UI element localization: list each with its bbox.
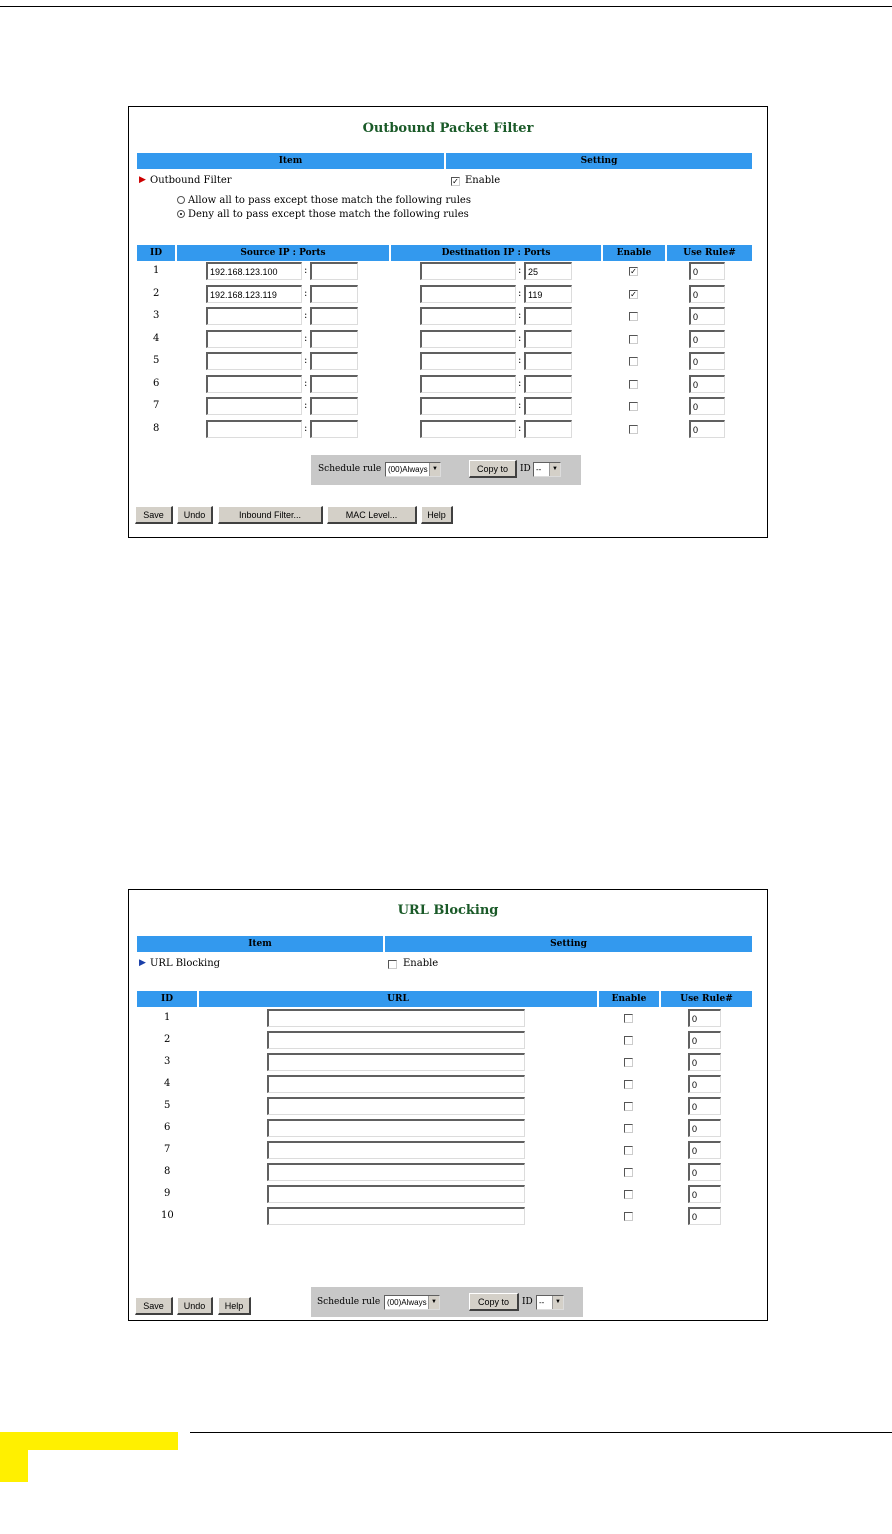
url-enable-label: Enable bbox=[403, 958, 439, 969]
dest-port-input[interactable] bbox=[524, 307, 572, 325]
url-enable-checkbox-row[interactable] bbox=[624, 1190, 633, 1199]
url-input[interactable] bbox=[267, 1185, 525, 1203]
setting-header: Setting bbox=[446, 153, 752, 169]
chevron-down-icon: ▼ bbox=[552, 1296, 563, 1309]
dest-port-input[interactable] bbox=[524, 330, 572, 348]
url-row-id: 4 bbox=[164, 1078, 171, 1089]
col-dest-header: Destination IP : Ports bbox=[391, 245, 601, 261]
dest-port-input[interactable]: 119 bbox=[524, 285, 572, 303]
url-schedule-label: Schedule rule bbox=[317, 1297, 381, 1307]
outbound-id-select[interactable] bbox=[533, 462, 561, 477]
url-title: URL Blocking bbox=[397, 903, 499, 918]
url-input[interactable] bbox=[267, 1163, 525, 1181]
row-id: 1 bbox=[153, 265, 160, 276]
dest-ip-input[interactable] bbox=[420, 352, 516, 370]
url-enable-checkbox-row[interactable] bbox=[624, 1212, 633, 1221]
url-enable-checkbox-row[interactable] bbox=[624, 1080, 633, 1089]
url-use-rule-input[interactable]: 0 bbox=[688, 1097, 721, 1115]
rule-enable-checkbox[interactable] bbox=[629, 402, 638, 411]
outbound-save-button[interactable]: Save bbox=[135, 506, 173, 524]
outbound-schedule-value: (00)Always bbox=[388, 465, 428, 474]
chevron-down-icon: ▼ bbox=[549, 463, 560, 476]
rule-enable-checkbox[interactable] bbox=[629, 425, 638, 434]
chevron-down-icon: ▼ bbox=[429, 463, 440, 476]
source-ip-input[interactable] bbox=[206, 307, 302, 325]
url-id-label: ID bbox=[522, 1297, 533, 1307]
url-row-id: 8 bbox=[164, 1166, 171, 1177]
url-input[interactable] bbox=[267, 1053, 525, 1071]
url-row-id: 2 bbox=[164, 1034, 171, 1045]
source-port-input[interactable] bbox=[310, 330, 358, 348]
colon-separator: : bbox=[518, 332, 522, 344]
source-ip-input[interactable] bbox=[206, 420, 302, 438]
url-input[interactable] bbox=[267, 1075, 525, 1093]
url-undo-button[interactable]: Undo bbox=[177, 1297, 213, 1315]
dest-ip-input[interactable] bbox=[420, 285, 516, 303]
url-row-id: 6 bbox=[164, 1122, 171, 1133]
dest-ip-input[interactable] bbox=[420, 397, 516, 415]
url-id-value: -- bbox=[539, 1298, 545, 1307]
url-use-rule-input[interactable]: 0 bbox=[688, 1031, 721, 1049]
row-id: 5 bbox=[153, 355, 160, 366]
url-enable-checkbox-row[interactable] bbox=[624, 1058, 633, 1067]
url-save-button[interactable]: Save bbox=[135, 1297, 173, 1315]
url-enable-checkbox-row[interactable] bbox=[624, 1124, 633, 1133]
radio-allow-icon[interactable] bbox=[177, 196, 185, 204]
top-rule bbox=[0, 6, 892, 7]
chevron-down-icon: ▼ bbox=[428, 1296, 439, 1309]
dest-port-input[interactable] bbox=[524, 420, 572, 438]
source-port-input[interactable] bbox=[310, 352, 358, 370]
dest-port-input[interactable] bbox=[524, 375, 572, 393]
colon-separator: : bbox=[518, 310, 522, 321]
url-use-rule-input[interactable]: 0 bbox=[688, 1075, 721, 1093]
colon-separator: : bbox=[304, 377, 308, 389]
colon-separator: : bbox=[518, 265, 522, 276]
radio-deny[interactable] bbox=[177, 209, 469, 220]
outbound-schedule-select[interactable] bbox=[385, 462, 441, 477]
col-rule-header: Use Rule# bbox=[667, 245, 752, 261]
url-enable-checkbox-row[interactable] bbox=[624, 1168, 633, 1177]
col-id-header: ID bbox=[137, 245, 175, 261]
outbound-schedule-box bbox=[311, 455, 581, 485]
rule-enable-checkbox[interactable]: ✓ bbox=[630, 289, 637, 299]
footer-rule bbox=[190, 1432, 892, 1433]
rule-enable-checkbox[interactable] bbox=[629, 357, 638, 366]
url-input[interactable] bbox=[267, 1141, 525, 1159]
outbound-help-button[interactable]: Help bbox=[421, 506, 453, 524]
rule-enable-checkbox[interactable] bbox=[629, 335, 638, 344]
source-ip-input[interactable] bbox=[206, 375, 302, 393]
colon-separator: : bbox=[304, 265, 308, 276]
dest-ip-input[interactable] bbox=[420, 307, 516, 325]
url-input[interactable] bbox=[267, 1097, 525, 1115]
url-col-rule-header: Use Rule# bbox=[661, 991, 752, 1007]
colon-separator: : bbox=[518, 400, 522, 411]
url-input[interactable] bbox=[267, 1009, 525, 1027]
outbound-id-value: -- bbox=[536, 465, 542, 474]
url-id-select[interactable] bbox=[536, 1295, 564, 1310]
outbound-copy-to-button[interactable]: Copy to bbox=[469, 460, 517, 478]
url-enable-checkbox[interactable] bbox=[388, 960, 397, 969]
rule-enable-checkbox[interactable] bbox=[629, 312, 638, 321]
url-help-button[interactable]: Help bbox=[218, 1297, 251, 1315]
colon-separator: : bbox=[304, 355, 308, 366]
url-enable-checkbox-row[interactable] bbox=[624, 1146, 633, 1155]
url-schedule-select[interactable] bbox=[384, 1295, 440, 1310]
source-port-input[interactable] bbox=[310, 285, 358, 303]
use-rule-input[interactable]: 0 bbox=[689, 375, 725, 393]
url-row-id: 10 bbox=[161, 1210, 174, 1221]
use-rule-input[interactable]: 0 bbox=[689, 397, 725, 415]
colon-separator: : bbox=[304, 332, 308, 344]
url-use-rule-input[interactable]: 0 bbox=[688, 1185, 721, 1203]
row-id: 2 bbox=[153, 287, 160, 299]
col-source-header: Source IP : Ports bbox=[177, 245, 389, 261]
row-id: 8 bbox=[153, 422, 160, 434]
url-row-id: 7 bbox=[164, 1144, 171, 1155]
dest-port-input[interactable] bbox=[524, 397, 572, 415]
source-ip-input[interactable]: 192.168.123.119 bbox=[206, 285, 302, 303]
outbound-filter-panel bbox=[128, 106, 768, 538]
colon-separator: : bbox=[518, 287, 522, 299]
source-ip-input[interactable] bbox=[206, 397, 302, 415]
colon-separator: : bbox=[304, 310, 308, 321]
outbound-schedule-label: Schedule rule bbox=[318, 464, 382, 474]
dest-port-input[interactable]: 25 bbox=[524, 262, 572, 280]
radio-deny-label: Deny all to pass except those match the following rules bbox=[188, 209, 469, 220]
url-enable-checkbox-row[interactable] bbox=[624, 1014, 633, 1023]
url-row-id: 1 bbox=[164, 1012, 171, 1023]
url-setting-header: Setting bbox=[385, 936, 752, 952]
source-ip-input[interactable]: 192.168.123.100 bbox=[206, 262, 302, 280]
radio-allow-label: Allow all to pass except those match the following rules bbox=[188, 195, 471, 206]
source-port-input[interactable] bbox=[310, 262, 358, 280]
colon-separator: : bbox=[518, 377, 522, 389]
dest-ip-input[interactable] bbox=[420, 262, 516, 280]
inbound-filter-button[interactable]: Inbound Filter... bbox=[218, 506, 323, 524]
dest-ip-input[interactable] bbox=[420, 375, 516, 393]
outbound-id-label: ID bbox=[520, 464, 531, 474]
use-rule-input[interactable]: 0 bbox=[689, 285, 725, 303]
colon-separator: : bbox=[304, 422, 308, 434]
outbound-filter-label: Outbound Filter bbox=[150, 175, 232, 186]
url-item-header: Item bbox=[137, 936, 383, 952]
radio-deny-icon[interactable] bbox=[177, 210, 185, 218]
url-input[interactable] bbox=[267, 1207, 525, 1225]
url-enable-checkbox-row[interactable] bbox=[624, 1036, 633, 1045]
use-rule-input[interactable]: 0 bbox=[689, 307, 725, 325]
use-rule-input[interactable]: 0 bbox=[689, 262, 725, 280]
col-enable-header: Enable bbox=[603, 245, 665, 261]
url-col-enable-header: Enable bbox=[599, 991, 659, 1007]
url-use-rule-input[interactable]: 0 bbox=[688, 1163, 721, 1181]
url-enable-checkbox-row[interactable] bbox=[624, 1102, 633, 1111]
dest-ip-input[interactable] bbox=[420, 330, 516, 348]
use-rule-input[interactable]: 0 bbox=[689, 352, 725, 370]
outbound-enable-label: Enable bbox=[465, 175, 501, 186]
colon-separator: : bbox=[304, 400, 308, 411]
source-port-input[interactable] bbox=[310, 307, 358, 325]
url-schedule-value: (00)Always bbox=[387, 1298, 427, 1307]
url-row-id: 3 bbox=[164, 1056, 171, 1067]
source-port-input[interactable] bbox=[310, 397, 358, 415]
url-input[interactable] bbox=[267, 1031, 525, 1049]
source-ip-input[interactable] bbox=[206, 330, 302, 348]
use-rule-input[interactable]: 0 bbox=[689, 330, 725, 348]
url-schedule-box bbox=[311, 1287, 583, 1317]
url-input[interactable] bbox=[267, 1119, 525, 1137]
mac-level-button[interactable]: MAC Level... bbox=[327, 506, 417, 524]
red-arrow-icon: ▶ bbox=[139, 175, 146, 185]
row-id: 6 bbox=[153, 377, 160, 389]
colon-separator: : bbox=[304, 287, 308, 299]
radio-allow[interactable] bbox=[177, 195, 471, 206]
footer-accent-tab bbox=[0, 1432, 28, 1482]
colon-separator: : bbox=[518, 355, 522, 366]
row-id: 3 bbox=[153, 310, 160, 321]
colon-separator: : bbox=[518, 422, 522, 434]
rule-enable-checkbox[interactable] bbox=[629, 380, 638, 389]
url-use-rule-input[interactable]: 0 bbox=[688, 1141, 721, 1159]
source-port-input[interactable] bbox=[310, 420, 358, 438]
url-copy-to-button[interactable]: Copy to bbox=[469, 1293, 519, 1311]
url-use-rule-input[interactable]: 0 bbox=[688, 1119, 721, 1137]
url-col-url-header: URL bbox=[199, 991, 597, 1007]
dest-ip-input[interactable] bbox=[420, 420, 516, 438]
outbound-title: Outbound Packet Filter bbox=[362, 121, 534, 136]
rule-enable-checkbox[interactable]: ✓ bbox=[630, 267, 637, 276]
url-use-rule-input[interactable]: 0 bbox=[688, 1009, 721, 1027]
blue-arrow-icon: ▶ bbox=[139, 958, 146, 968]
row-id: 7 bbox=[153, 400, 160, 411]
row-id: 4 bbox=[153, 332, 160, 344]
source-port-input[interactable] bbox=[310, 375, 358, 393]
url-blocking-label: URL Blocking bbox=[150, 958, 221, 969]
url-row-id: 9 bbox=[164, 1188, 171, 1199]
url-use-rule-input[interactable]: 0 bbox=[688, 1207, 721, 1225]
outbound-enable-checkbox[interactable]: ✓ bbox=[452, 177, 459, 186]
dest-port-input[interactable] bbox=[524, 352, 572, 370]
url-row-id: 5 bbox=[164, 1100, 171, 1111]
use-rule-input[interactable]: 0 bbox=[689, 420, 725, 438]
source-ip-input[interactable] bbox=[206, 352, 302, 370]
url-col-id-header: ID bbox=[137, 991, 197, 1007]
url-use-rule-input[interactable]: 0 bbox=[688, 1053, 721, 1071]
url-blocking-panel bbox=[128, 889, 768, 1321]
outbound-undo-button[interactable]: Undo bbox=[177, 506, 213, 524]
item-header: Item bbox=[137, 153, 444, 169]
